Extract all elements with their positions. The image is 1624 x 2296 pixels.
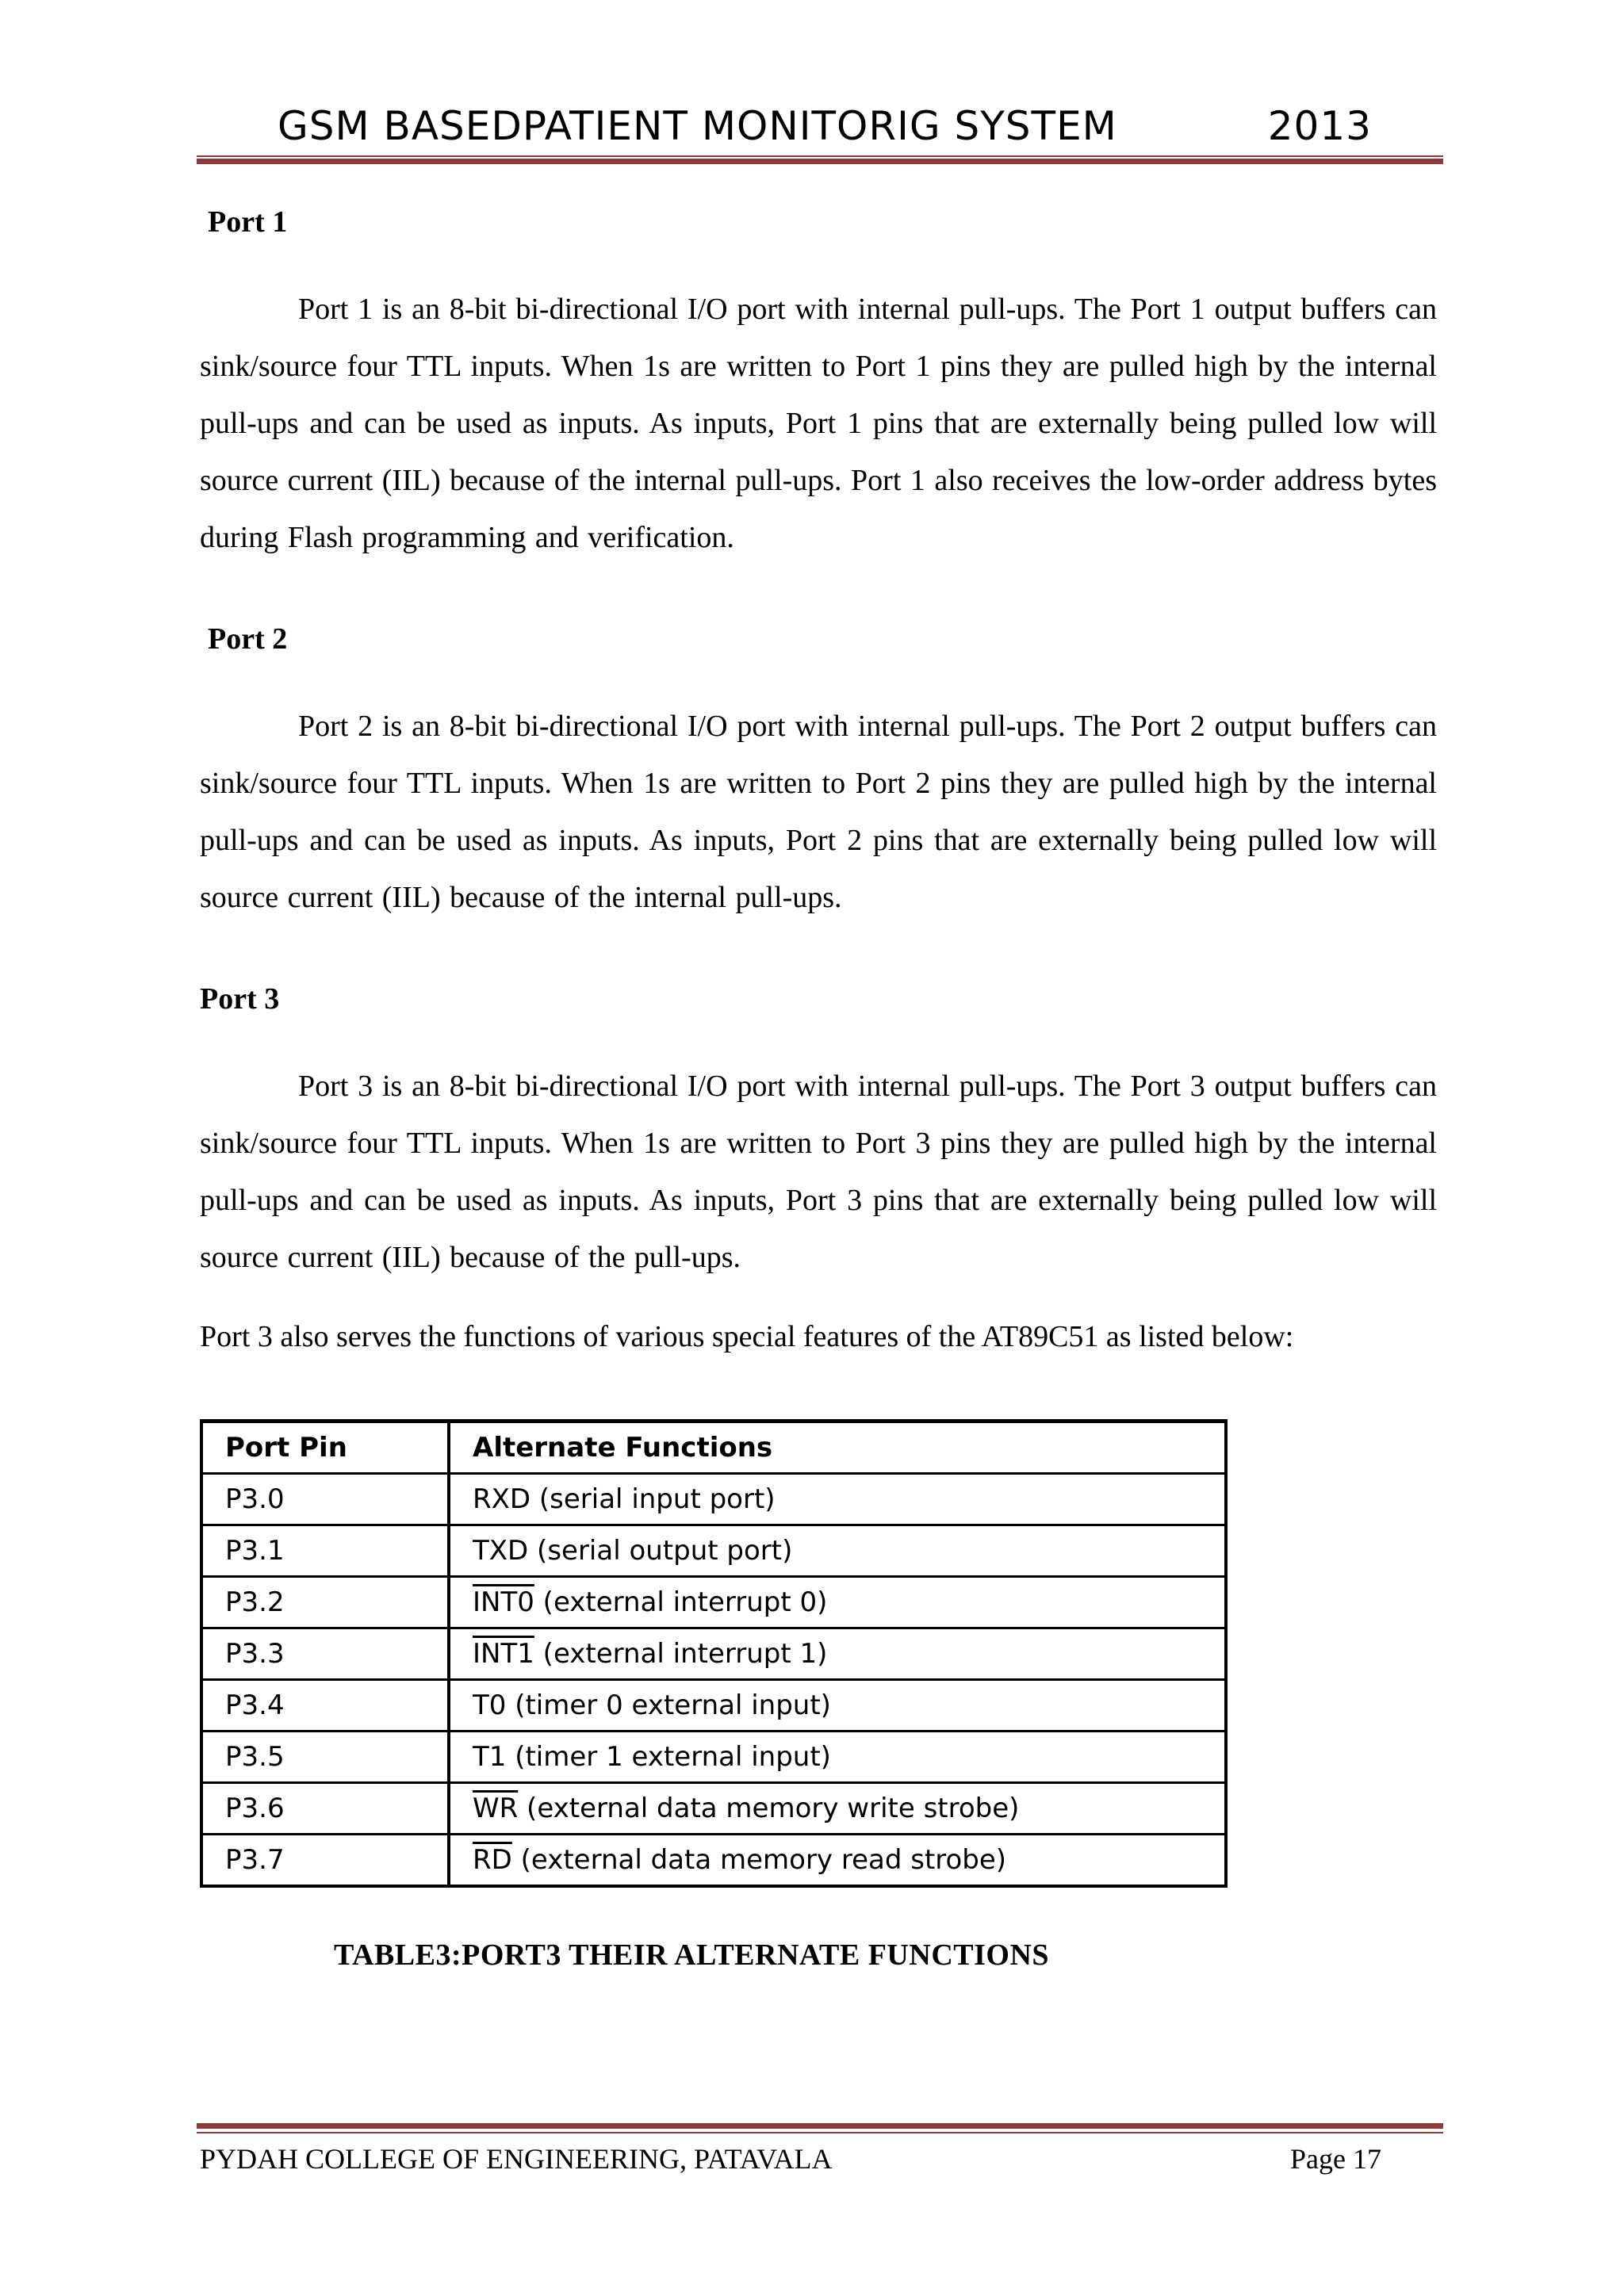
table-cell-pin: P3.5 [201,1732,449,1783]
function-desc: (external interrupt 0) [534,1586,828,1618]
header-title: GSM BASEDPATIENT MONITORIG SYSTEM [278,103,1117,149]
alternate-functions-table [200,1419,1229,1888]
table-row [201,1732,1226,1783]
section-heading-port3: Port 3 [200,982,280,1016]
footer-page-number: Page 17 [1290,2143,1381,2175]
table-cell-pin: P3.6 [201,1783,449,1835]
table-cell-pin: P3.2 [201,1577,449,1628]
function-desc: TXD (serial output port) [473,1535,793,1567]
table-cell-function [449,1628,1226,1680]
table-cell-pin: P3.3 [201,1628,449,1680]
active-low-signal: $\overline{WR}$ [473,1793,519,1824]
port3-note: Port 3 also serves the functions of various special features of the AT89C51 as listed below: [200,1320,1294,1353]
table-cell-pin: P3.1 [201,1525,449,1577]
body-content [200,198,1437,1360]
table-row [201,1783,1226,1835]
table-row [201,1474,1226,1525]
paragraph-port1: Port 1 is an 8-bit bi-directional I/O port with internal pull-ups. The Port 1 output buffers can sink/source four TTL inputs. When 1s are written to Port 1 pins they are pulled high by the internal pull-ups and can be used as inputs. As inputs, Port 1 pins that are externally being pulled low will source current (IIL) because of the internal pull-ups. Port 1 also receives the low-order address bytes during Flash programming and verification. [200,293,1438,554]
table-caption [0,1938,1624,1973]
paragraph-port2: Port 2 is an 8-bit bi-directional I/O port with internal pull-ups. The Port 2 output buffers can sink/source four TTL inputs. When 1s are written to Port 2 pins they are pulled high by the internal pull-ups and can be used as inputs. As inputs, Port 2 pins that are externally being pulled low will source current (IIL) because of the internal pull-ups. [200,710,1437,914]
active-low-signal: $\overline{RD}$ [473,1844,512,1876]
table-row [201,1628,1226,1680]
table-cell-pin: P3.4 [201,1680,449,1732]
header-rule-thick [197,159,1443,164]
function-desc: T1 (timer 1 external input) [473,1741,831,1773]
port3-table [200,1419,1228,1888]
table-caption-text: TABLE3:PORT3 THEIR ALTERNATE FUNCTIONS [333,1938,1050,1972]
table-cell-function [449,1474,1226,1525]
header-year: 2013 [1267,103,1372,149]
paragraph-port3: Port 3 is an 8-bit bi-directional I/O port with internal pull-ups. The Port 3 output buffers can sink/source four TTL inputs. When 1s are written to Port 3 pins they are pulled high by the internal pull-ups and can be used as inputs. As inputs, Port 3 pins that are externally being pulled low will source current (IIL) because of the pull-ups. [200,1070,1437,1274]
table-cell-function [449,1525,1226,1577]
function-desc: T0 (timer 0 external input) [473,1689,831,1721]
active-low-signal: INT0 [473,1586,534,1618]
section-heading-port1: Port 1 [208,205,288,239]
table-cell-pin: P3.0 [201,1474,449,1525]
table-cell-function [449,1783,1226,1835]
table-cell-function [449,1577,1226,1628]
table-row [201,1835,1226,1887]
function-desc: RXD (serial input port) [473,1483,776,1515]
function-desc: (external interrupt 1) [534,1638,828,1670]
table-header-pin: Port Pin [201,1422,449,1474]
table-cell-function [449,1732,1226,1783]
footer-college: PYDAH COLLEGE OF ENGINEERING, PATAVALA [200,2143,833,2175]
function-desc: (external data memory write strobe) [518,1793,1020,1824]
table-header-row [201,1422,1226,1474]
table-header-functions: Alternate Functions [449,1422,1226,1474]
header-rule-thin [197,155,1443,157]
table-cell-function [449,1835,1226,1887]
table-row [201,1525,1226,1577]
page-header [278,94,1372,157]
active-low-signal: INT1 [473,1638,534,1670]
table-row [201,1577,1226,1628]
function-desc: (external data memory read strobe) [511,1844,1007,1876]
footer-rule-thin [197,2132,1443,2133]
table-row [201,1680,1226,1732]
table-cell-pin: P3.7 [201,1835,449,1887]
footer-rule-thick [197,2123,1443,2129]
section-heading-port2: Port 2 [208,622,288,656]
table-cell-function [449,1680,1226,1732]
